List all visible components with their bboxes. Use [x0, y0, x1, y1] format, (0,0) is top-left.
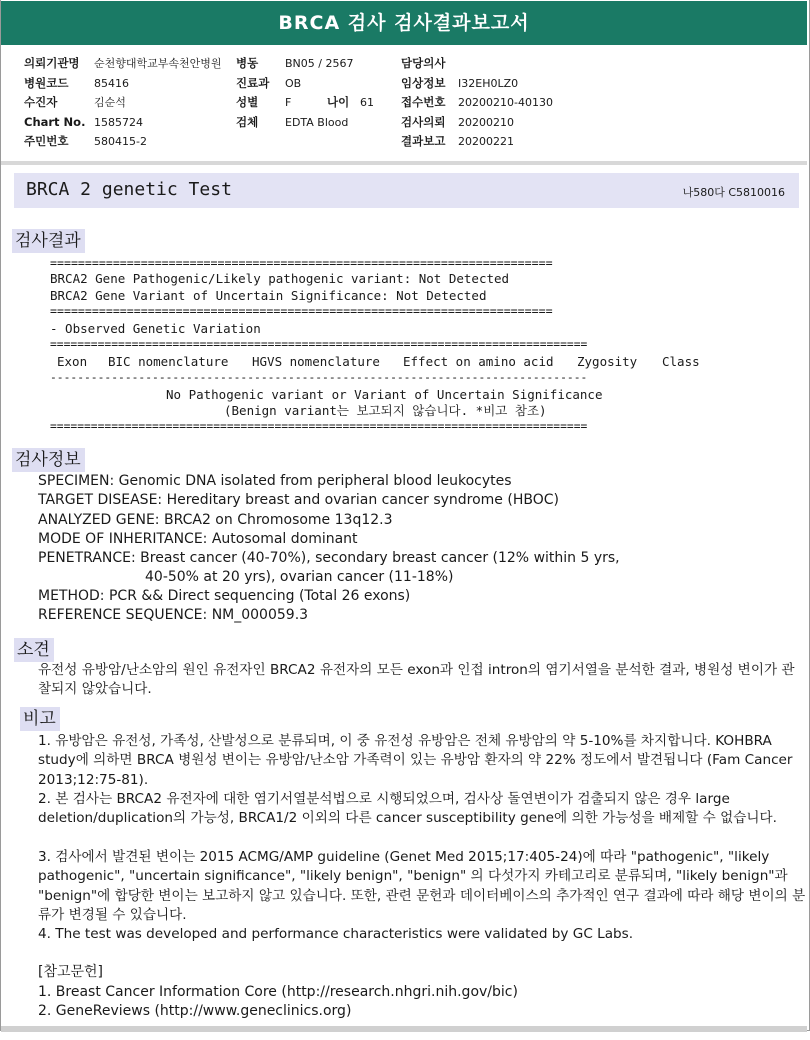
info-row-report-date: 결과보고 20200221	[401, 134, 514, 148]
table-col-bic: BIC nomenclature	[108, 354, 229, 369]
info-col-3	[401, 54, 553, 152]
table-col-zygosity: Zygosity	[577, 354, 638, 369]
findings-heading: 소견	[14, 638, 54, 662]
info-row-specimen: 검체 EDTA Blood	[236, 114, 349, 129]
findings-text: 유전성 유방암/난소암의 원인 유전자인 BRCA2 유전자의 모든 exon과 인접 intron의 염기서열을 분석한 결과, 병원성 변이가 관찰되지 않았습니다.	[38, 662, 795, 698]
references-heading: [참고문헌]	[38, 964, 104, 980]
result-rule-top: ========================================================================	[50, 256, 553, 270]
remark-1: 1. 유방암은 유전성, 가족성, 산발성으로 분류되며, 이 중 유전성 유방암은 전체 유방암의 약 5-10%를 차지합니다. KOHBRA study에 의하면 BRCA 병원성 변이는 유방암/난소암 가족력이 있는 유방암 환자의 약 22% 정도에서 발견됩니다 (Fam Cancer 2013;12:75-81).	[38, 733, 793, 788]
result-vus-line: BRCA2 Gene Variant of Uncertain Significance: Not Detected	[50, 288, 487, 303]
info-section-heading: 검사정보	[12, 448, 85, 472]
report-title: BRCA 검사 검사결과보고서	[1, 1, 807, 45]
info-inheritance: MODE OF INHERITANCE: Autosomal dominant	[38, 531, 358, 547]
info-row-hospital-code: 병원코드 85416	[24, 75, 129, 90]
info-analyzed-gene: ANALYZED GENE: BRCA2 on Chromosome 13q12.3	[38, 512, 393, 528]
remark-2: 2. 본 검사는 BRCA2 유전자에 대한 염기서열분석법으로 시행되었으며, 검사상 돌연변이가 검출되지 않은 경우 large deletion/duplication의 가능성, BRCA1/2 이외의 다른 cancer susceptibility gene에 의한 가능성을 배제할 수 없습니다.	[38, 791, 777, 827]
table-col-effect: Effect on amino acid	[403, 354, 554, 369]
remarks-heading: 비고	[20, 707, 60, 731]
info-row-request-date: 검사의뢰 20200210	[401, 114, 514, 129]
info-row-doctor: 담당의사	[401, 56, 446, 70]
test-title-bar	[14, 173, 799, 208]
info-reference-sequence: REFERENCE SEQUENCE: NM_000059.3	[38, 607, 309, 623]
table-col-hgvs: HGVS nomenclature	[252, 354, 380, 369]
header-divider	[1, 161, 807, 165]
info-row-patient: 수진자 김순석	[24, 95, 126, 109]
table-rule-bottom: ===============================================================================	[50, 420, 588, 433]
reference-1: 1. Breast Cancer Information Core (http://research.nhgri.nih.gov/bic)	[38, 984, 518, 1000]
info-row-institution: 의뢰기관명 순천향대학교부속천안병원	[24, 56, 222, 70]
info-row-department: 진료과 OB	[236, 75, 302, 90]
info-col-2	[236, 54, 374, 132]
test-code: 나580다 C5810016	[682, 186, 785, 199]
remark-3: 3. 검사에서 발견된 변이는 2015 ACMG/AMP guideline (Genet Med 2015;17:405-24)에 따라 "pathogenic", "likely pathogenic", "uncertain significance", "likely benign", "benign" 의 다섯가지 카테고리로 분류되며, "likely benign"과 "benign"에 합당한 변이는 보고하지 않고 있습니다. 또한, 관련 문헌과 데이터베이스의 추가적인 연구 결과에 따라 해당 변이의 분류가 변경될 수 있습니다.	[38, 849, 806, 923]
result-rule-mid: ========================================================================	[50, 304, 553, 318]
info-row-clinical-info: 임상정보 I32EH0LZ0	[401, 75, 519, 90]
info-col-1	[24, 54, 222, 152]
table-col-exon: Exon	[57, 354, 88, 369]
info-row-sex-age: 성별 F 나이 61	[236, 95, 374, 109]
table-col-class: Class	[662, 354, 700, 369]
result-pathogenic-line: BRCA2 Gene Pathogenic/Likely pathogenic variant: Not Detected	[50, 271, 510, 286]
remark-4: 4. The test was developed and performance characteristics were validated by GC Labs.	[38, 926, 634, 942]
info-row-receipt-no: 접수번호 20200210-40130	[401, 95, 553, 109]
no-variant-text: No Pathogenic variant or Variant of Uncertain Significance	[166, 387, 603, 402]
info-row-ward: 병동 BN05 / 2567	[236, 56, 354, 70]
observed-variation-label: - Observed Genetic Variation	[50, 321, 261, 336]
info-target-disease: TARGET DISEASE: Hereditary breast and ovarian cancer syndrome (HBOC)	[38, 492, 559, 508]
benign-note: (Benign variant는 보고되지 않습니다. *비고 참조)	[224, 403, 547, 418]
info-specimen: SPECIMEN: Genomic DNA isolated from peripheral blood leukocytes	[38, 473, 512, 489]
table-rule-top: ===============================================================================	[50, 338, 588, 351]
info-penetrance: PENETRANCE: Breast cancer (40-70%), secondary breast cancer (12% within 5 yrs,	[38, 550, 620, 566]
info-row-resident-no: 주민번호 580415-2	[24, 134, 147, 148]
reference-2: 2. GeneReviews (http://www.geneclinics.org)	[38, 1003, 352, 1019]
result-heading: 검사결과	[12, 229, 85, 253]
footer-divider	[1, 1026, 807, 1032]
info-row-chart-no: Chart No. 1585724	[24, 114, 143, 129]
table-rule-dash: -------------------------------------------------------------------------------	[50, 371, 588, 384]
info-penetrance-cont: 40-50% at 20 yrs), ovarian cancer (11-18%)	[145, 569, 454, 585]
test-title: BRCA 2 genetic Test	[26, 179, 232, 200]
info-method: METHOD: PCR && Direct sequencing (Total 26 exons)	[38, 588, 411, 604]
